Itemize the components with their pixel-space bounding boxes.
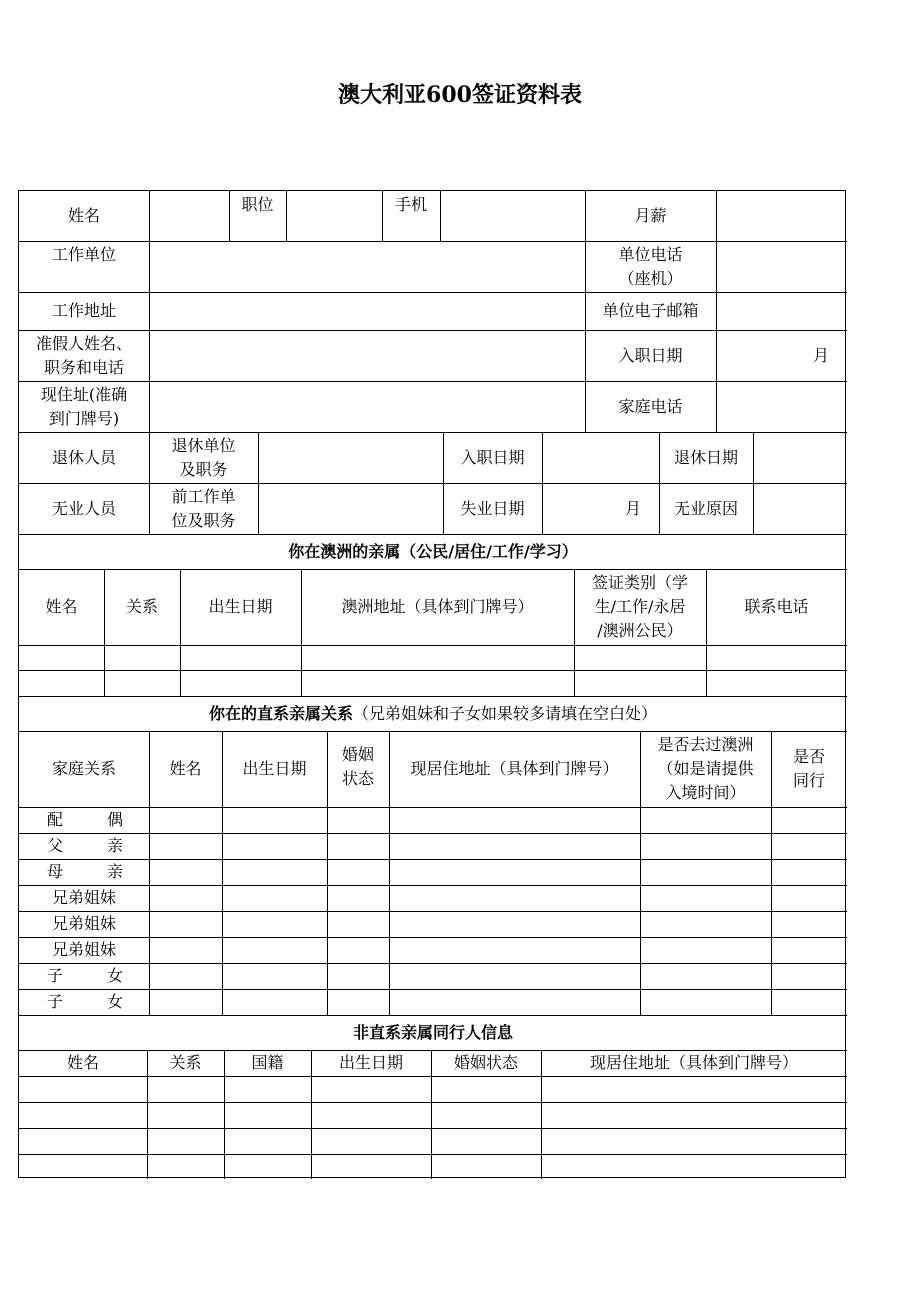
label-work-email: 单位电子邮箱 [602,301,699,320]
col-header: 关系 [125,597,158,616]
label-leave-approver: 准假人姓名、 职务和电话 [35,333,132,377]
col-header: 出生日期 [338,1053,403,1072]
family-row-label [19,989,149,1015]
family-row-label [19,833,149,859]
col-header: 国籍 [251,1053,284,1072]
family-row-label: 兄弟姐妹 [51,940,116,959]
col-divider [149,191,150,241]
label-char: 女 [106,966,123,985]
col-header: 家庭关系 [51,759,116,778]
family-row-label [19,963,149,989]
label-char: 偶 [106,810,123,829]
family-row-label: 兄弟姐妹 [51,914,116,933]
label-previous-unit: 前工作单 位及职务 [171,486,236,530]
col-divider [440,191,441,241]
hire-month-unit: 月 [812,345,829,365]
label-work-address: 工作地址 [51,301,116,320]
row-divider [19,670,847,671]
label-char: 配 [47,810,64,829]
section-heading-non-immediate: 非直系亲属同行人信息 [352,1022,513,1042]
col-header: 出生日期 [208,597,273,616]
row-divider [19,1154,847,1155]
col-header: 现居住地址（具体到门牌号） [410,759,619,778]
col-divider [149,241,150,432]
col-header: 联系电话 [744,597,809,616]
label-home-address: 现住址(准确 到门牌号) [40,384,128,428]
unemployed-month-unit: 月 [624,498,641,518]
col-header: 姓名 [66,1053,99,1072]
label-char: 子 [47,966,64,985]
label-retired: 退休人员 [51,447,116,467]
label-retired-hire-date: 入职日期 [460,447,525,467]
label-unemployed: 无业人员 [51,498,116,518]
col-divider [716,191,717,241]
col-header: 现居住地址（具体到门牌号） [589,1053,798,1072]
col-header: 出生日期 [242,759,307,778]
label-employer: 工作单位 [51,245,116,264]
label-char: 父 [47,836,64,855]
heading-note: （兄弟姐妹和子女如果较多请填在空白处） [353,703,658,723]
form-title: 澳大利亚600签证资料表 [338,82,582,108]
col-header: 姓名 [169,759,202,778]
family-row-label [19,859,149,885]
label-hire-date: 入职日期 [618,345,683,365]
row-divider [19,1102,847,1103]
label-char: 子 [47,992,64,1011]
label-char: 母 [47,862,64,881]
label-char: 亲 [106,836,123,855]
col-divider [258,432,259,534]
label-monthly-salary: 月薪 [634,206,667,225]
label-name: 姓名 [67,206,100,225]
col-header: 澳洲地址（具体到门牌号） [341,597,534,616]
label-char: 亲 [106,862,123,881]
col-header: 是否 同行 [792,747,825,790]
visa-info-form [18,190,846,1178]
col-header: 是否去过澳洲 （如是请提供 入境时间） [657,735,754,802]
col-header: 姓名 [45,597,78,616]
label-retired-unit: 退休单位 及职务 [171,435,236,479]
col-divider [286,191,287,241]
section-heading-immediate-family [19,696,847,731]
label-position: 职位 [241,195,274,214]
row-divider [19,645,847,646]
col-header: 签证类别（学 生/工作/永居 /澳洲公民） [591,573,688,640]
family-row-label [19,807,149,833]
row-divider [19,1076,847,1077]
col-header: 婚姻状态 [453,1053,518,1072]
label-home-phone: 家庭电话 [618,396,683,416]
label-mobile: 手机 [394,195,427,214]
family-row-label: 兄弟姐妹 [51,888,116,907]
label-retire-date: 退休日期 [673,447,738,467]
label-employer-phone: 单位电话 （座机） [618,244,683,288]
section-heading-australia-relatives: 你在澳洲的亲属（公民/居住/工作/学习） [288,541,578,561]
label-unemployed-reason: 无业原因 [673,498,738,518]
label-unemployed-date: 失业日期 [460,498,525,518]
label-char: 女 [106,992,123,1011]
col-header: 关系 [169,1053,202,1072]
col-header: 婚姻 状态 [341,745,374,788]
heading-bold: 你在的直系亲属关系 [208,703,353,723]
col-divider [753,432,754,534]
row-divider [19,1128,847,1129]
